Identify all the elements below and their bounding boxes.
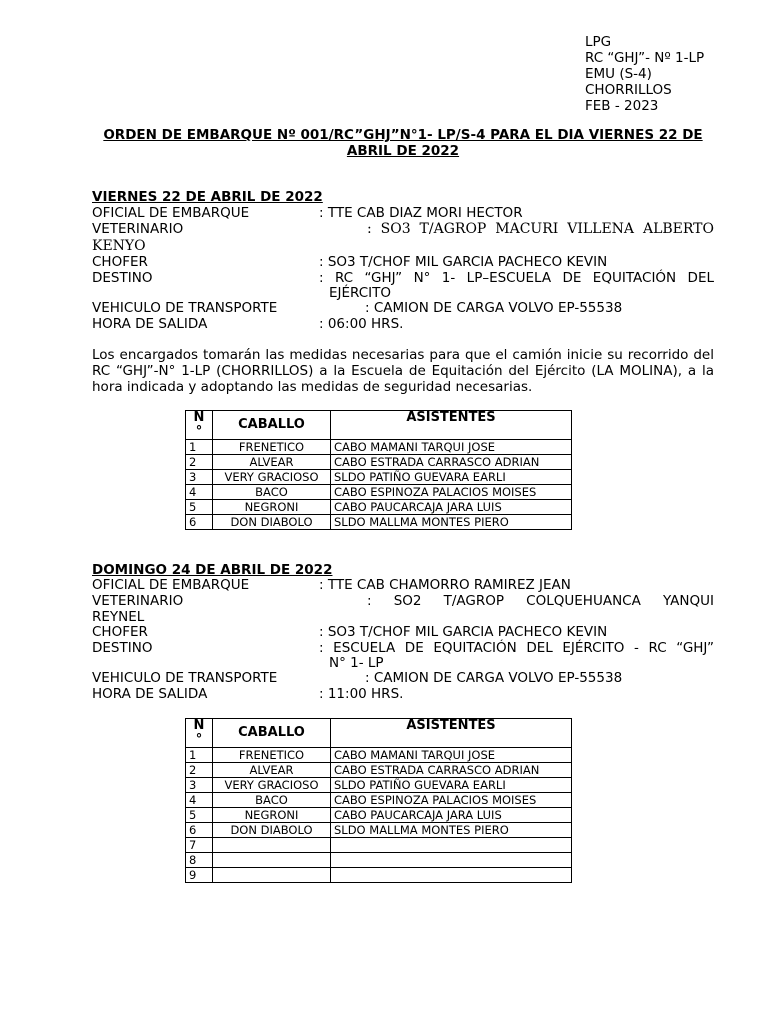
oficial-label: OFICIAL DE EMBARQUE [92, 577, 250, 593]
row-asistente [331, 868, 572, 883]
chofer-value: : SO3 T/CHOF MIL GARCIA PACHECO KEVIN [319, 624, 608, 640]
table-row [186, 778, 572, 793]
table-row [186, 763, 572, 778]
row-caballo: BACO [213, 793, 331, 808]
section2-heading: DOMINGO 24 DE ABRIL DE 2022 [92, 562, 333, 578]
row-asistente: SLDO PATIÑO GUEVARA EARLI [331, 470, 572, 485]
row-asistente: CABO PAUCARCAJA JARA LUIS [331, 500, 572, 515]
col-caballo-header: CABALLO [213, 411, 331, 440]
veterinario-value: : SO2 T/AGROP COLQUEHUANCA YANQUI [367, 593, 714, 609]
row-caballo: VERY GRACIOSO [213, 778, 331, 793]
col-n-header: N ° [186, 719, 213, 748]
col-asistentes-header: ASISTENTES [331, 411, 572, 440]
table-row [186, 455, 572, 470]
veterinario-label: VETERINARIO [92, 221, 184, 237]
vehiculo-label: VEHICULO DE TRANSPORTE [92, 670, 278, 686]
row-asistente: CABO ESPINOZA PALACIOS MOISES [331, 485, 572, 500]
table-row [186, 500, 572, 515]
row-n: 4 [186, 485, 213, 500]
row-n: 6 [186, 515, 213, 530]
row-asistente: SLDO PATIÑO GUEVARA EARLI [331, 778, 572, 793]
row-asistente [331, 838, 572, 853]
oficial-label: OFICIAL DE EMBARQUE [92, 205, 250, 221]
row-n: 4 [186, 793, 213, 808]
table-header-row [186, 719, 572, 748]
row-asistente: CABO MAMANI TARQUI JOSE [331, 748, 572, 763]
row-n: 3 [186, 778, 213, 793]
hora-value: : 06:00 HRS. [319, 316, 404, 332]
row-caballo: VERY GRACIOSO [213, 470, 331, 485]
document-header [585, 34, 704, 114]
row-n: 5 [186, 500, 213, 515]
row-asistente: CABO PAUCARCAJA JARA LUIS [331, 808, 572, 823]
row-caballo: DON DIABOLO [213, 823, 331, 838]
veterinario-value-cont: REYNEL [92, 609, 145, 625]
header-line: FEB - 2023 [585, 98, 659, 114]
section1-heading: VIERNES 22 DE ABRIL DE 2022 [92, 189, 323, 205]
oficial-value: : TTE CAB DIAZ MORI HECTOR [319, 205, 523, 221]
row-asistente: CABO ESTRADA CARRASCO ADRIAN [331, 763, 572, 778]
row-n: 2 [186, 455, 213, 470]
oficial-value: : TTE CAB CHAMORRO RAMIREZ JEAN [319, 577, 571, 593]
destino-value: : RC “GHJ” N° 1- LP–ESCUELA DE EQUITACIÓN DEL [319, 270, 714, 286]
row-n: 2 [186, 763, 213, 778]
row-asistente: CABO ESTRADA CARRASCO ADRIAN [331, 455, 572, 470]
col-asistentes-header: ASISTENTES [331, 719, 572, 748]
row-n: 3 [186, 470, 213, 485]
table-row [186, 868, 572, 883]
row-caballo: FRENETICO [213, 748, 331, 763]
row-caballo [213, 838, 331, 853]
row-asistente: CABO ESPINOZA PALACIOS MOISES [331, 793, 572, 808]
row-caballo: BACO [213, 485, 331, 500]
header-line: LPG [585, 34, 612, 50]
destino-label: DESTINO [92, 270, 153, 286]
vehiculo-value: : CAMION DE CARGA VOLVO EP-55538 [365, 300, 623, 316]
row-caballo: FRENETICO [213, 440, 331, 455]
table-row [186, 853, 572, 868]
instructions-paragraph: Los encargados tomarán las medidas necesarias para que el camión inicie su recorrido del RC “GHJ”-N° 1-LP (CHORRILLOS) a la Escuela de Equitación del Ejército (LA MOLINA), a la hora indicada y adoptando las medidas de seguridad necesarias. [92, 347, 714, 395]
table-row [186, 515, 572, 530]
header-line: EMU (S-4) [585, 66, 652, 82]
row-caballo [213, 868, 331, 883]
header-line: CHORRILLOS [585, 82, 672, 98]
row-n: 5 [186, 808, 213, 823]
destino-value: : ESCUELA DE EQUITACIÓN DEL EJÉRCITO - RC “GHJ” [319, 640, 714, 656]
table-header-row [186, 411, 572, 440]
row-n: 7 [186, 838, 213, 853]
row-caballo [213, 853, 331, 868]
table-row [186, 808, 572, 823]
table-row [186, 823, 572, 838]
table-row [186, 485, 572, 500]
hora-label: HORA DE SALIDA [92, 686, 208, 702]
chofer-label: CHOFER [92, 254, 148, 270]
table-row [186, 838, 572, 853]
chofer-value: : SO3 T/CHOF MIL GARCIA PACHECO KEVIN [319, 254, 608, 270]
row-n: 1 [186, 748, 213, 763]
destino-value-cont: EJÉRCITO [329, 285, 392, 301]
table-row [186, 793, 572, 808]
row-caballo: ALVEAR [213, 763, 331, 778]
row-asistente: CABO MAMANI TARQUI JOSE [331, 440, 572, 455]
hora-label: HORA DE SALIDA [92, 316, 208, 332]
row-caballo: ALVEAR [213, 455, 331, 470]
header-line: RC “GHJ”- Nº 1-LP [585, 50, 705, 66]
table-row [186, 470, 572, 485]
row-n: 9 [186, 868, 213, 883]
veterinario-label: VETERINARIO [92, 593, 184, 609]
destino-value-cont: N° 1- LP [329, 655, 384, 671]
roster-table-2 [185, 718, 572, 883]
vehiculo-label: VEHICULO DE TRANSPORTE [92, 300, 278, 316]
row-caballo: DON DIABOLO [213, 515, 331, 530]
col-caballo-header: CABALLO [213, 719, 331, 748]
document-title: ORDEN DE EMBARQUE Nº 001/RC”GHJ”N°1- LP/S-4 PARA EL DIA VIERNES 22 DE ABRIL DE 2022 [103, 127, 703, 159]
row-n: 1 [186, 440, 213, 455]
veterinario-value-cont: KENYO [92, 238, 146, 254]
hora-value: : 11:00 HRS. [319, 686, 404, 702]
table-row [186, 440, 572, 455]
row-caballo: NEGRONI [213, 500, 331, 515]
veterinario-value: : SO3 T/AGROP MACURI VILLENA ALBERTO [367, 221, 714, 237]
row-caballo: NEGRONI [213, 808, 331, 823]
chofer-label: CHOFER [92, 624, 148, 640]
row-asistente: SLDO MALLMA MONTES PIERO [331, 515, 572, 530]
row-n: 8 [186, 853, 213, 868]
row-asistente: SLDO MALLMA MONTES PIERO [331, 823, 572, 838]
roster-table-1 [185, 410, 572, 530]
table-row [186, 748, 572, 763]
row-n: 6 [186, 823, 213, 838]
col-n-header: N ° [186, 411, 213, 440]
row-asistente [331, 853, 572, 868]
destino-label: DESTINO [92, 640, 153, 656]
vehiculo-value: : CAMION DE CARGA VOLVO EP-55538 [365, 670, 623, 686]
